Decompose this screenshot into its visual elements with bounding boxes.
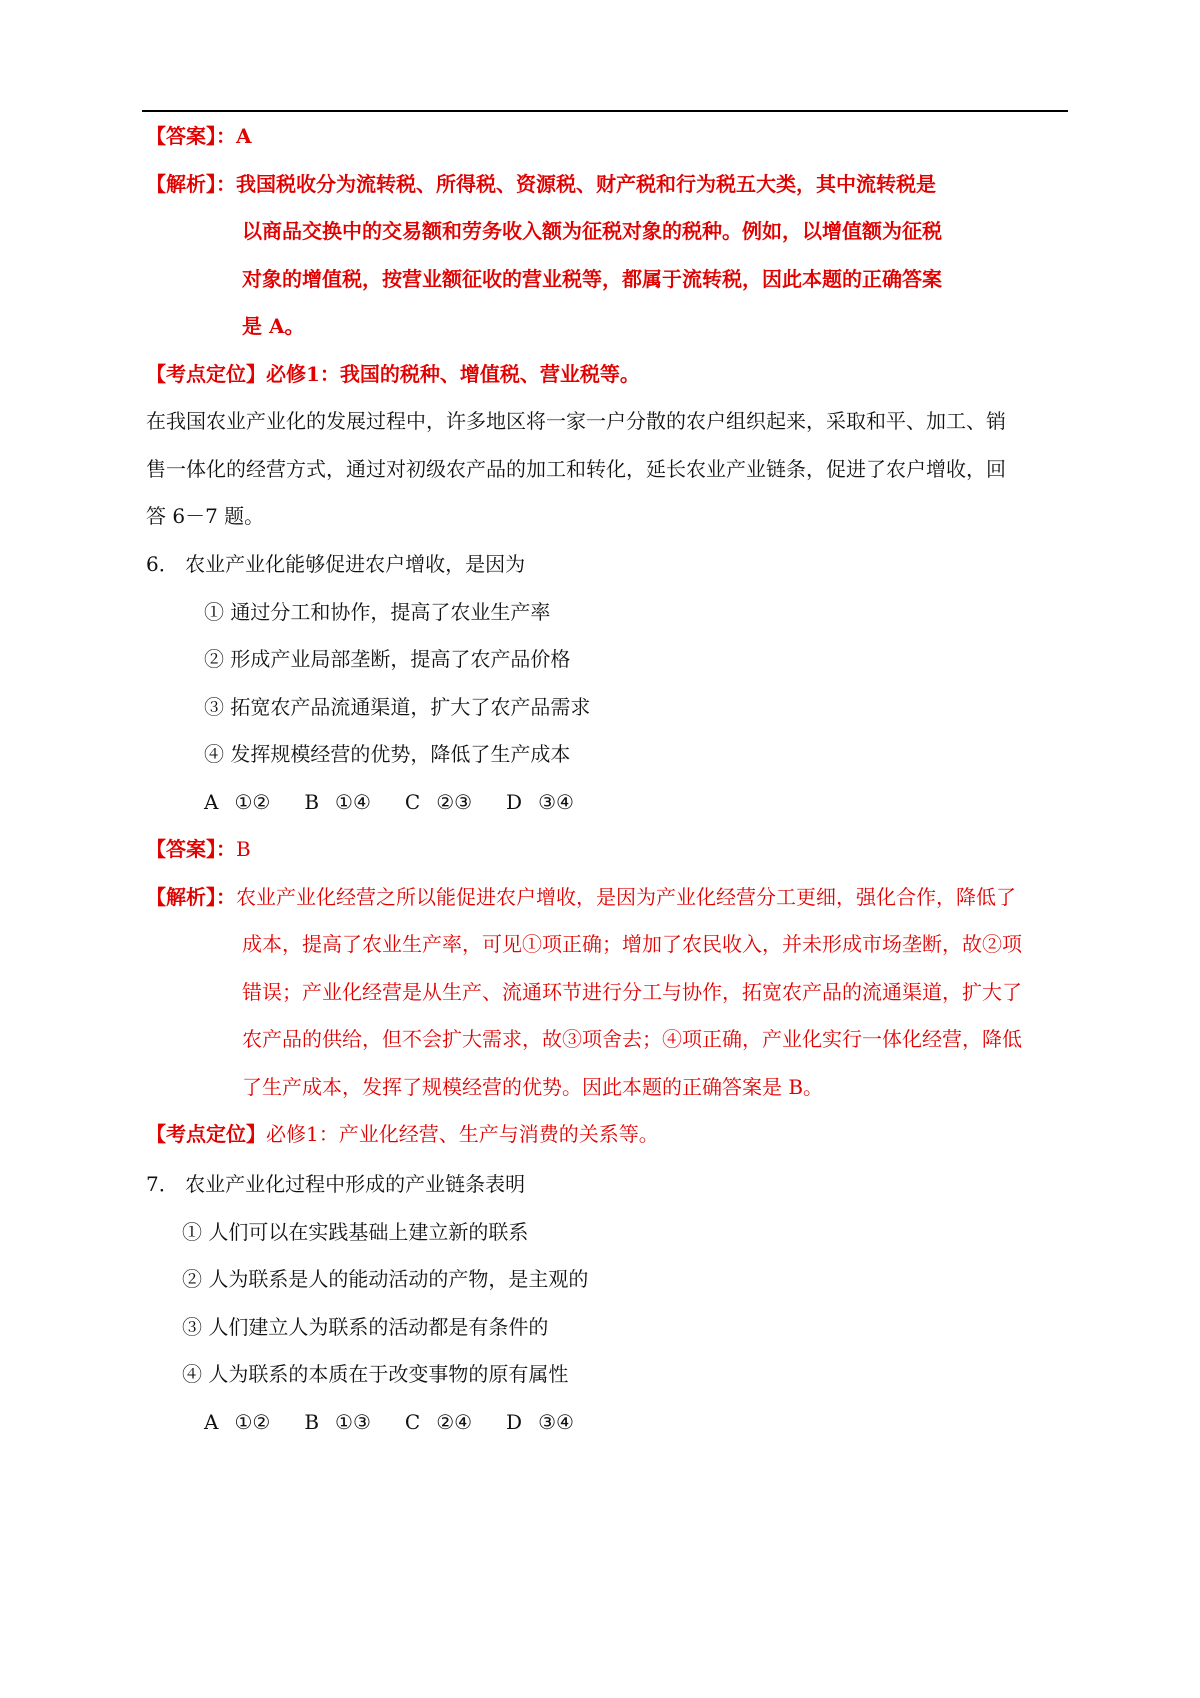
q5-analysis-line-1 [146, 161, 942, 209]
q6-kaodian-line [146, 1111, 1022, 1159]
q7-section [146, 1161, 608, 1446]
q6-option-4: ④ 发挥规模经营的优势，降低了生产成本 [204, 742, 571, 766]
q6-kaodian: 必修1：产业化经营、生产与消费的关系等。 [266, 1122, 659, 1146]
q6-kaodian-tag: 【考点定位】 [146, 1122, 266, 1146]
q6-option-1: ① 通过分工和协作，提高了农业生产率 [204, 599, 551, 624]
q5-answer-line [146, 113, 942, 161]
q5-analysis-text-1: 我国税收分为流转税、所得税、资源税、财产税和行为税五大类，其中流转税是 [236, 171, 936, 196]
q7-choice-b[interactable]: B ①③ [304, 1409, 371, 1434]
q6-answer-line [146, 826, 1022, 874]
q6-analysis-line-5: 了生产成本，发挥了规模经营的优势。因此本题的正确答案是 B。 [242, 1074, 824, 1099]
q7-stem: 7． 农业产业化过程中形成的产业链条表明 [146, 1172, 526, 1196]
intro-line-3: 答 6－7 题。 [146, 504, 265, 528]
q7-option-3: ③ 人们建立人为联系的活动都是有条件的 [182, 1314, 549, 1339]
q7-option-2: ② 人为联系是人的能动活动的产物，是主观的 [182, 1267, 589, 1291]
q6-choices [146, 779, 1022, 827]
q7-choices [146, 1399, 608, 1447]
q6-choice-b[interactable]: B ①④ [304, 789, 371, 814]
q6-analysis-line-3: 错误；产业化经营是从生产、流通环节进行分工与协作，拓宽农产品的流通渠道，扩大了 [242, 979, 1022, 1004]
q6-analysis-tag: 【解析】： [146, 884, 236, 909]
q6-analysis-line-1 [146, 874, 1022, 922]
q6-analysis-text-1: 农业产业化经营之所以能促进农户增收，是因为产业化经营分工更细，强化合作，降低了 [236, 884, 1016, 909]
q6-section [146, 541, 1022, 1159]
q5-answer-tag: 【答案】： [146, 124, 236, 148]
q6-answer-tag: 【答案】： [146, 837, 236, 861]
header-rule [142, 110, 1068, 112]
intro-line-2: 售一体化的经营方式，通过对初级农产品的加工和转化，延长农业产业链条，促进了农户增收，回 [146, 456, 1006, 481]
q5-kaodian-line [146, 351, 942, 399]
q6-answer: B [236, 837, 251, 861]
q5-answer-section [146, 113, 942, 398]
q7-choice-a[interactable]: A ①② [204, 1409, 271, 1434]
intro-line-1: 在我国农业产业化的发展过程中，许多地区将一家一户分散的农户组织起来，采取和平、加工、销 [146, 409, 1006, 433]
q7-choice-c[interactable]: C ②④ [404, 1409, 473, 1434]
q6-option-3: ③ 拓宽农产品流通渠道，扩大了农产品需求 [204, 694, 591, 719]
q7-choice-d[interactable]: D ③④ [506, 1409, 574, 1434]
q5-analysis-line-2: 以商品交换中的交易额和劳务收入额为征税对象的税种。例如，以增值额为征税 [242, 219, 942, 243]
q6-stem: 6． 农业产业化能够促进农户增收，是因为 [146, 552, 526, 576]
q6-choice-a[interactable]: A ①② [204, 789, 271, 814]
intro-paragraph [146, 398, 1006, 541]
q6-option-2: ② 形成产业局部垄断，提高了农产品价格 [204, 647, 571, 671]
q5-answer: A [236, 124, 252, 148]
q7-option-1: ① 人们可以在实践基础上建立新的联系 [182, 1219, 529, 1244]
q6-choice-d[interactable]: D ③④ [506, 789, 574, 814]
q6-analysis-line-2: 成本，提高了农业生产率，可见①项正确；增加了农民收入，并未形成市场垄断，故②项 [242, 932, 1022, 956]
q5-analysis-tag: 【解析】： [146, 171, 236, 196]
q5-analysis-line-3: 对象的增值税，按营业额征收的营业税等，都属于流转税，因此本题的正确答案 [242, 266, 942, 291]
q6-choice-c[interactable]: C ②③ [404, 789, 473, 814]
q5-analysis-line-4: 是 A。 [242, 314, 305, 338]
q5-kaodian-tag: 【考点定位】 [146, 361, 266, 386]
q6-analysis-line-4: 农产品的供给，但不会扩大需求，故③项舍去；④项正确，产业化实行一体化经营，降低 [242, 1027, 1022, 1051]
q5-kaodian: 必修1：我国的税种、增值税、营业税等。 [266, 361, 640, 386]
q7-option-4: ④ 人为联系的本质在于改变事物的原有属性 [182, 1362, 569, 1386]
